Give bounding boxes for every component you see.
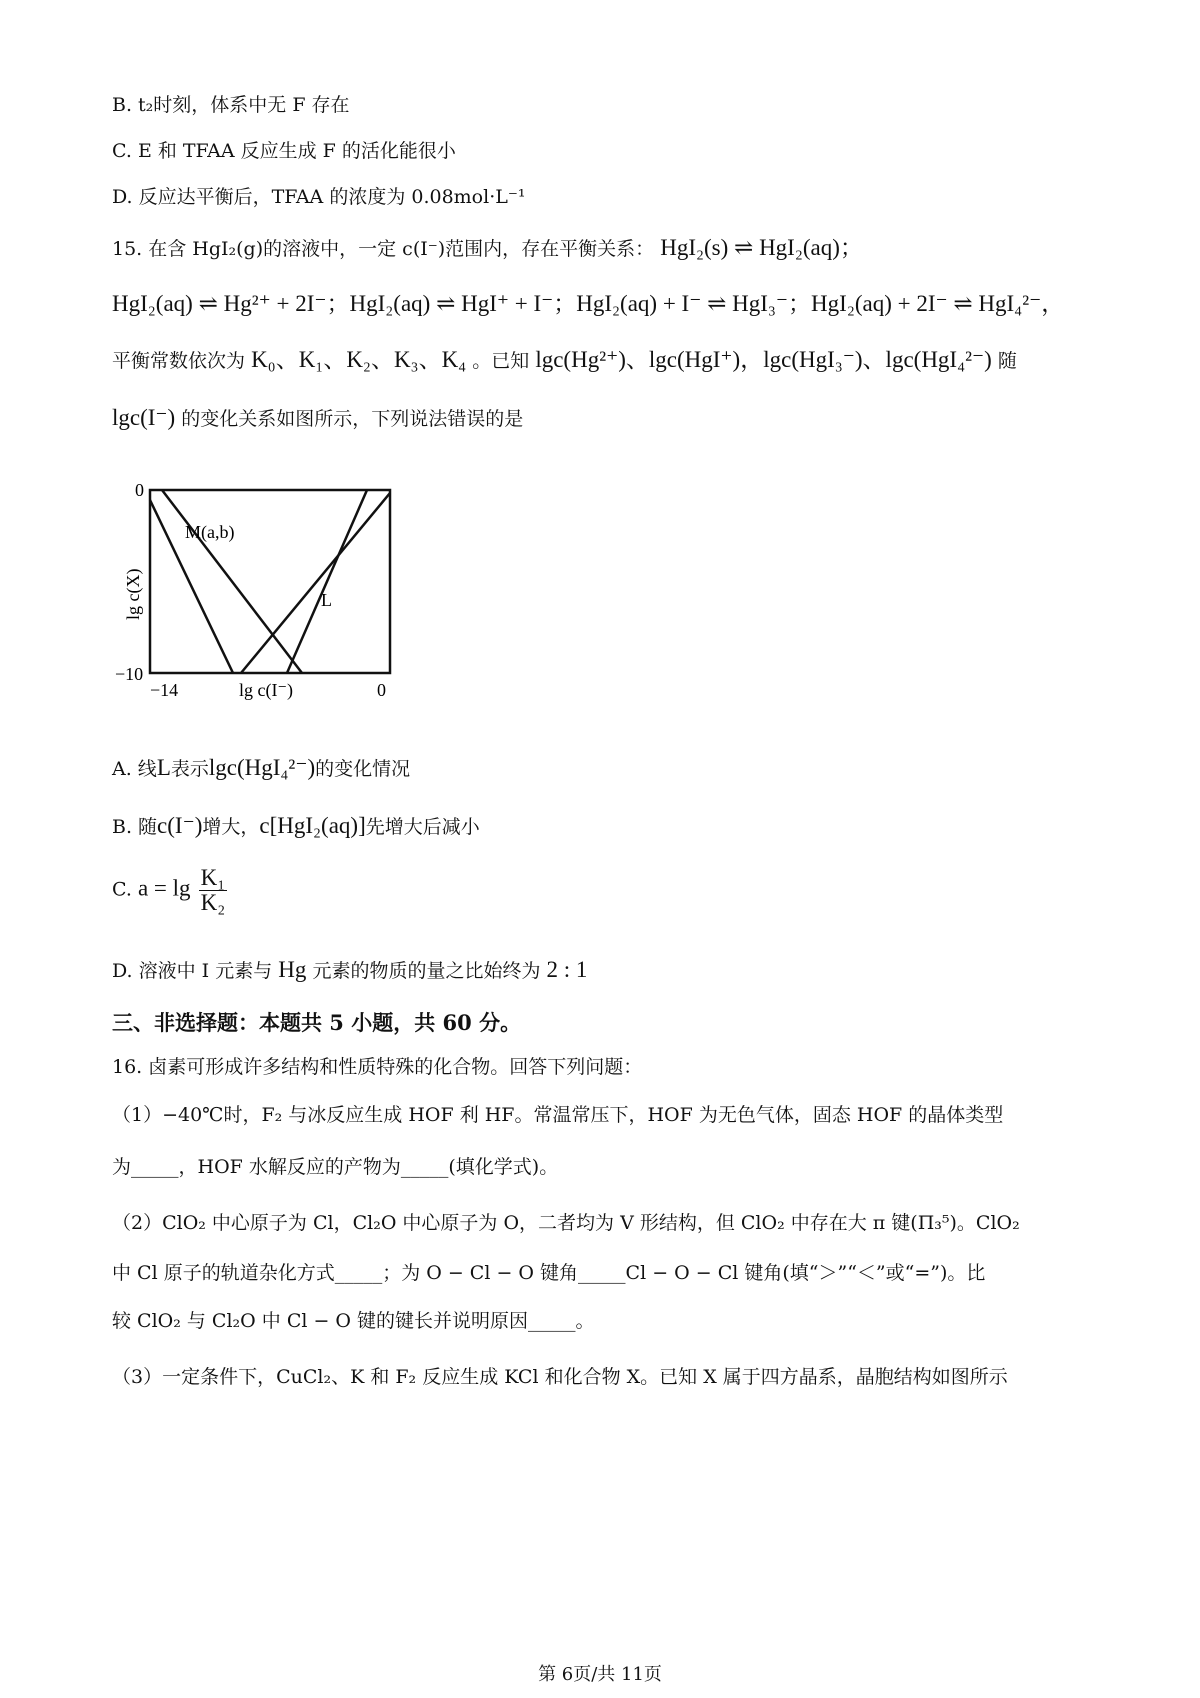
curve-line-3 bbox=[241, 493, 390, 673]
q15-line3 bbox=[112, 346, 1017, 374]
opt-a-mid: 表示 bbox=[170, 758, 209, 780]
opt-c-lhs: a = lg bbox=[137, 875, 191, 901]
opt-a-pre: A. 线 bbox=[112, 758, 157, 780]
q15-line3-b: 。已知 bbox=[472, 350, 530, 372]
opt-d-pre: D. 溶液中 I 元素与 bbox=[112, 960, 273, 982]
q15-line4-text: 的变化关系如图所示，下列说法错误的是 bbox=[181, 408, 524, 430]
opt-b-math: c(I⁻) bbox=[157, 813, 203, 838]
q16-part2-line2: 中 Cl 原子的轨道杂化方式_____；为 O − Cl − O 键角_____Cl − O − Cl 键角(填“＞”“＜”或“=”)。比 bbox=[112, 1262, 986, 1284]
option-b-prev: B. t₂时刻，体系中无 F 存在 bbox=[112, 94, 350, 116]
page-footer: 第 6页/共 11页 bbox=[538, 1664, 662, 1685]
x-axis-label: lg c(I⁻) bbox=[239, 680, 293, 700]
opt-b-math2: c[HgI₂(aq)] bbox=[259, 813, 366, 838]
q15-line3-consts: K₀、K₁、K₂、K₃、K₄ bbox=[251, 347, 467, 372]
q15-line2 bbox=[112, 290, 1064, 318]
opt-c-denominator: K₂ bbox=[200, 890, 226, 916]
q16-part2-line3: 较 ClO₂ 与 Cl₂O 中 Cl − O 键的键长并说明原因_____。 bbox=[112, 1310, 595, 1332]
opt-d-math: Hg bbox=[278, 957, 307, 982]
curve-line-L bbox=[287, 490, 367, 673]
q15-line2-eq: HgI₂(aq) ⇌ Hg²⁺ + 2I⁻；HgI₂(aq) ⇌ HgI⁺ + I⁻；HgI₂(aq) + I⁻ ⇌ HgI₃⁻；HgI₂(aq) + 2I⁻ ⇌ HgI₄²⁻， bbox=[112, 291, 1065, 316]
q15-line3-c: 随 bbox=[997, 350, 1017, 372]
q16-part1-line1: （1）−40℃时，F₂ 与冰反应生成 HOF 利 HF。常温常压下，HOF 为无色气体，固态 HOF 的晶体类型 bbox=[112, 1104, 1004, 1126]
q15-option-a bbox=[112, 754, 410, 782]
opt-c-fraction bbox=[199, 866, 228, 915]
opt-c-pre: C. bbox=[112, 878, 132, 901]
q16-part3-line1: （3）一定条件下，CuCl₂、K 和 F₂ 反应生成 KCl 和化合物 X。已知 X 属于四方晶系，晶胞结构如图所示 bbox=[112, 1366, 1008, 1388]
opt-d-math2: 2 : 1 bbox=[546, 957, 588, 982]
curve-line-1 bbox=[162, 490, 302, 673]
q15-option-d bbox=[112, 956, 587, 984]
opt-b-pre: B. 随 bbox=[112, 816, 158, 838]
option-c-prev: C. E 和 TFAA 反应生成 F 的活化能很小 bbox=[112, 140, 456, 162]
opt-b-post: 先增大后减小 bbox=[365, 816, 480, 838]
point-m-label: M(a,b) bbox=[185, 522, 235, 542]
line-l-label: L bbox=[321, 590, 332, 610]
q15-line3-species: lgc(Hg²⁺)、lgc(HgI⁺)，lgc(HgI₃⁻)、lgc(HgI₄²⁻) bbox=[535, 347, 992, 372]
q15-line1 bbox=[112, 234, 863, 262]
q15-option-b bbox=[112, 812, 480, 840]
section3-heading: 三、非选择题：本题共 5 小题，共 60 分。 bbox=[112, 1010, 522, 1035]
opt-c-numerator: K₁ bbox=[200, 865, 226, 890]
q15-line4-math: lgc(I⁻) bbox=[112, 405, 176, 430]
q15-line4 bbox=[112, 404, 523, 432]
opt-a-math: L bbox=[156, 755, 171, 780]
opt-d-mid: 元素的物质的量之比始终为 bbox=[312, 960, 541, 982]
q15-line1-text: 15. 在含 HgI₂(g)的溶液中，一定 c(I⁻)范围内，存在平衡关系： bbox=[112, 238, 655, 260]
x-tick-left: −14 bbox=[150, 680, 179, 700]
q15-line1-eq: HgI₂(s) ⇌ HgI₂(aq)； bbox=[660, 235, 863, 260]
q16-intro: 16. 卤素可形成许多结构和性质特殊的化合物。回答下列问题： bbox=[112, 1056, 643, 1078]
q15-line3-a: 平衡常数依次为 bbox=[112, 350, 246, 372]
q16-part2-line1: （2）ClO₂ 中心原子为 Cl，Cl₂O 中心原子为 O，二者均为 V 形结构，但 ClO₂ 中存在大 π 键(Π₃⁵)。ClO₂ bbox=[112, 1212, 1020, 1234]
opt-b-mid: 增大， bbox=[202, 816, 260, 838]
q16-part1-line2: 为_____，HOF 水解反应的产物为_____(填化学式)。 bbox=[112, 1156, 559, 1178]
y-tick-bottom: −10 bbox=[115, 664, 144, 684]
q15-graph bbox=[105, 470, 415, 710]
x-tick-right: 0 bbox=[377, 680, 386, 700]
opt-a-math2: lgc(HgI₄²⁻) bbox=[208, 755, 316, 780]
q15-option-c bbox=[112, 866, 227, 915]
y-tick-top: 0 bbox=[135, 480, 144, 500]
y-axis-label: lg c(X) bbox=[123, 568, 143, 620]
option-d-prev: D. 反应达平衡后，TFAA 的浓度为 0.08mol·L⁻¹ bbox=[112, 186, 526, 208]
opt-a-post: 的变化情况 bbox=[315, 758, 411, 780]
